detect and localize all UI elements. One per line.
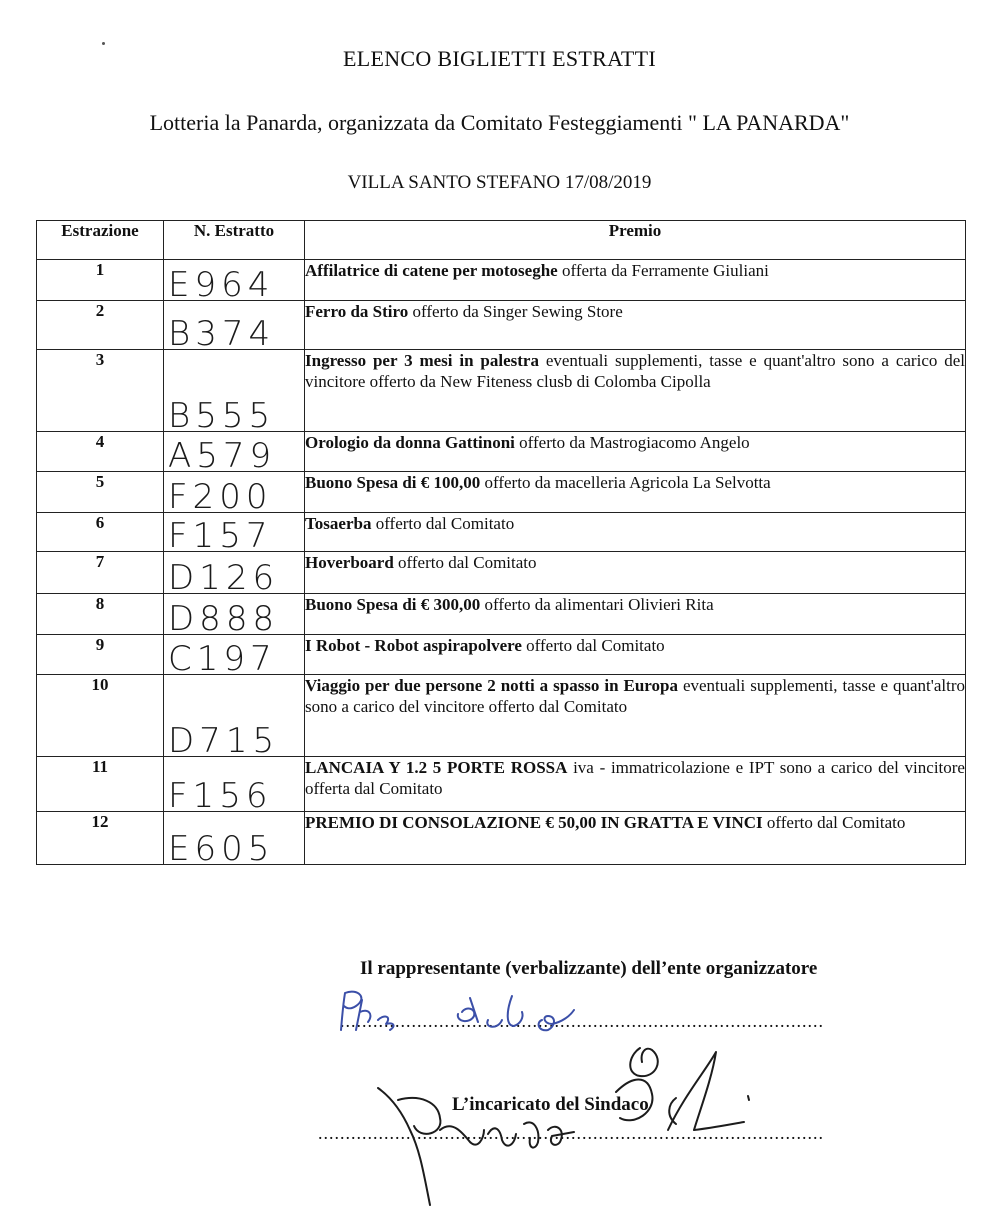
prize-name: I Robot - Robot aspirapolvere (305, 636, 522, 655)
representative-label: Il rappresentante (verbalizzante) dell’ente organizzatore (360, 958, 818, 979)
prize-name: Hoverboard (305, 553, 394, 572)
header-estrazione: Estrazione (37, 221, 164, 260)
ticket-number: B555 (168, 396, 276, 436)
ticket-number: F156 (168, 776, 273, 816)
draw-number: 9 (37, 635, 164, 675)
draw-number: 3 (37, 350, 164, 432)
ticket-number: E605 (168, 829, 275, 869)
prize-details: offerto da alimentari Olivieri Rita (480, 595, 714, 614)
prize-name: Affilatrice di catene per motoseghe (305, 261, 558, 280)
prize-details: offerto da macelleria Agricola La Selvotta (480, 473, 771, 492)
representative-signature (341, 992, 574, 1031)
lottery-subtitle: Lotteria la Panarda, organizzata da Comitato Festeggiamenti " LA PANARDA" (149, 110, 850, 135)
prize-details: offerto dal Comitato (521, 636, 665, 655)
prize-name: PREMIO DI CONSOLAZIONE € 50,00 IN GRATTA E VINCI (305, 813, 763, 832)
draw-number: 4 (37, 432, 164, 472)
document-title: ELENCO BIGLIETTI ESTRATTI (343, 46, 656, 71)
prize-details: offerta da Ferramente Giuliani (557, 261, 769, 280)
representative-signature-line: ........................................................................................ (340, 1011, 824, 1031)
prize-details: eventuali supplementi, tasse e quant'altro sono a carico del vincitore offerto da New Fiteness clusb di Colomba Cipolla (305, 351, 966, 391)
prize-details: iva - immatricolazione e IPT sono a carico del vincitore offerta dal Comitato (305, 758, 965, 798)
mayor-delegate-signature-line: ............................................................................................ (318, 1123, 824, 1143)
ticket-number: B374 (168, 314, 276, 354)
draw-number: 6 (37, 513, 164, 552)
prize-details: offerto da Mastrogiacomo Angelo (514, 433, 750, 452)
prize-name: Orologio da donna Gattinoni (305, 433, 515, 452)
prize-name: Viaggio per due persone 2 notti a spasso in Europa (305, 676, 678, 695)
prize-name: Ingresso per 3 mesi in palestra (305, 351, 539, 370)
mayor-delegate-signature (378, 1048, 749, 1205)
draw-number: 7 (37, 552, 164, 594)
prize-details: offerto dal Comitato (371, 514, 515, 533)
header-premio: Premio (305, 221, 966, 260)
header-n-estratto: N. Estratto (164, 221, 305, 260)
draw-number: 5 (37, 472, 164, 513)
prize-details: eventuali supplementi, tasse e quant'altro sono a carico del vincitore offerto dal Comitato (305, 676, 965, 716)
ticket-number: E964 (168, 265, 275, 305)
draw-number: 8 (37, 594, 164, 635)
ticket-number: F200 (168, 477, 273, 517)
prize-details: offerto da Singer Sewing Store (408, 302, 623, 321)
draw-number: 10 (37, 675, 164, 757)
prize-name: Buono Spesa di € 300,00 (305, 595, 481, 614)
ticket-number: F157 (168, 516, 273, 556)
mayor-delegate-label: L’incaricato del Sindaco (452, 1094, 649, 1115)
prize-name: Tosaerba (305, 514, 372, 533)
place-date: VILLA SANTO STEFANO 17/08/2019 (347, 172, 652, 193)
ticket-number: D715 (168, 721, 280, 761)
ticket-number: D888 (168, 599, 280, 639)
draw-number: 1 (37, 260, 164, 301)
draw-number: 2 (37, 301, 164, 350)
draw-number: 11 (37, 757, 164, 812)
ticket-number: C197 (168, 639, 277, 679)
draw-number: 12 (37, 812, 164, 865)
prize-name: Ferro da Stiro (305, 302, 409, 321)
prize-details: offerto dal Comitato (393, 553, 537, 572)
prize-name: Buono Spesa di € 100,00 (305, 473, 481, 492)
ticket-number: A579 (168, 436, 277, 476)
prize-name: LANCAIA Y 1.2 5 PORTE ROSSA (305, 758, 568, 777)
ticket-number: D126 (168, 558, 280, 598)
prize-details: offerto dal Comitato (762, 813, 906, 832)
